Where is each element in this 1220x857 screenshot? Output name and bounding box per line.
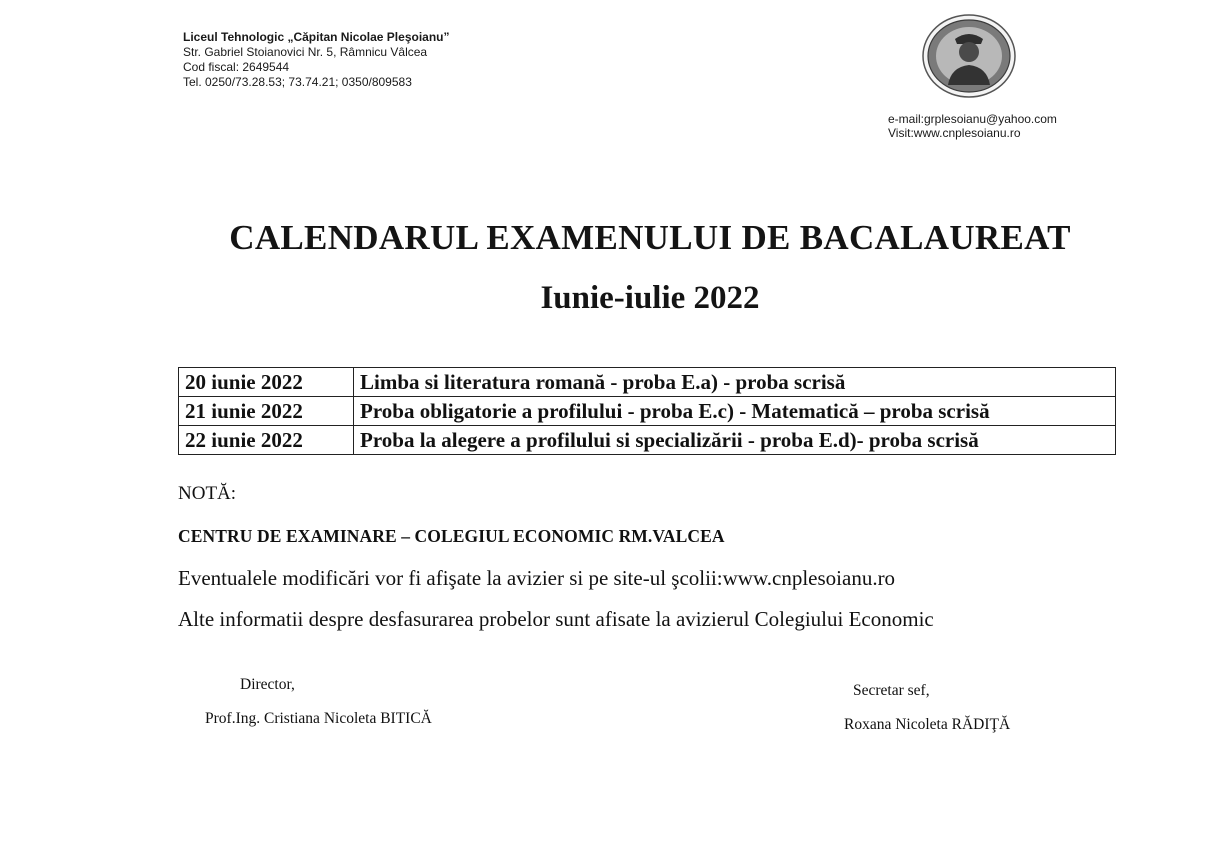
school-name: Liceul Tehnologic „Căpitan Nicolae Pleşoianu” — [183, 30, 450, 44]
fiscal-code: Cod fiscal: 2649544 — [183, 60, 290, 74]
document-subtitle: Iunie-iulie 2022 — [540, 280, 760, 316]
director-title: Director, — [240, 676, 295, 693]
exam-center: CENTRU DE EXAMINARE – COLEGIUL ECONOMIC RM.VALCEA — [178, 526, 725, 546]
exam-date: 20 iunie 2022 — [179, 368, 354, 397]
secretary-name: Roxana Nicoleta RĂDIŢĂ — [844, 716, 1011, 733]
exam-subject: Proba obligatorie a profilului - proba E.c) - Matematică – proba scrisă — [354, 397, 1116, 426]
exam-date: 22 iunie 2022 — [179, 426, 354, 455]
note-line-info: Alte informatii despre desfasurarea probelor sunt afisate la avizierul Colegiului Economic — [178, 607, 934, 631]
school-seal-icon — [921, 13, 1017, 99]
phone-numbers: Tel. 0250/73.28.53; 73.74.21; 0350/809583 — [183, 75, 412, 89]
contact-info — [888, 112, 1057, 140]
email-address: e-mail:grplesoianu@yahoo.com — [888, 112, 1057, 126]
exam-subject: Limba si literatura romană - proba E.a) - proba scrisă — [354, 368, 1116, 397]
note-line-changes: Eventualele modificări vor fi afişate la avizier si pe site-ul şcolii:www.cnplesoianu.ro — [178, 566, 896, 590]
table-row — [179, 426, 1116, 455]
exam-date: 21 iunie 2022 — [179, 397, 354, 426]
secretary-title: Secretar sef, — [853, 682, 930, 699]
school-header — [183, 30, 450, 90]
table-row — [179, 397, 1116, 426]
document-title: CALENDARUL EXAMENULUI DE BACALAUREAT — [229, 218, 1071, 257]
exam-schedule-table — [178, 367, 1116, 455]
director-name: Prof.Ing. Cristiana Nicoleta BITICĂ — [205, 710, 432, 727]
table-row — [179, 368, 1116, 397]
website-link: Visit:www.cnplesoianu.ro — [888, 126, 1021, 140]
school-address: Str. Gabriel Stoianovici Nr. 5, Râmnicu Vâlcea — [183, 45, 428, 59]
note-label: NOTĂ: — [178, 483, 237, 504]
exam-subject: Proba la alegere a profilului si specializării - proba E.d)- proba scrisă — [354, 426, 1116, 455]
